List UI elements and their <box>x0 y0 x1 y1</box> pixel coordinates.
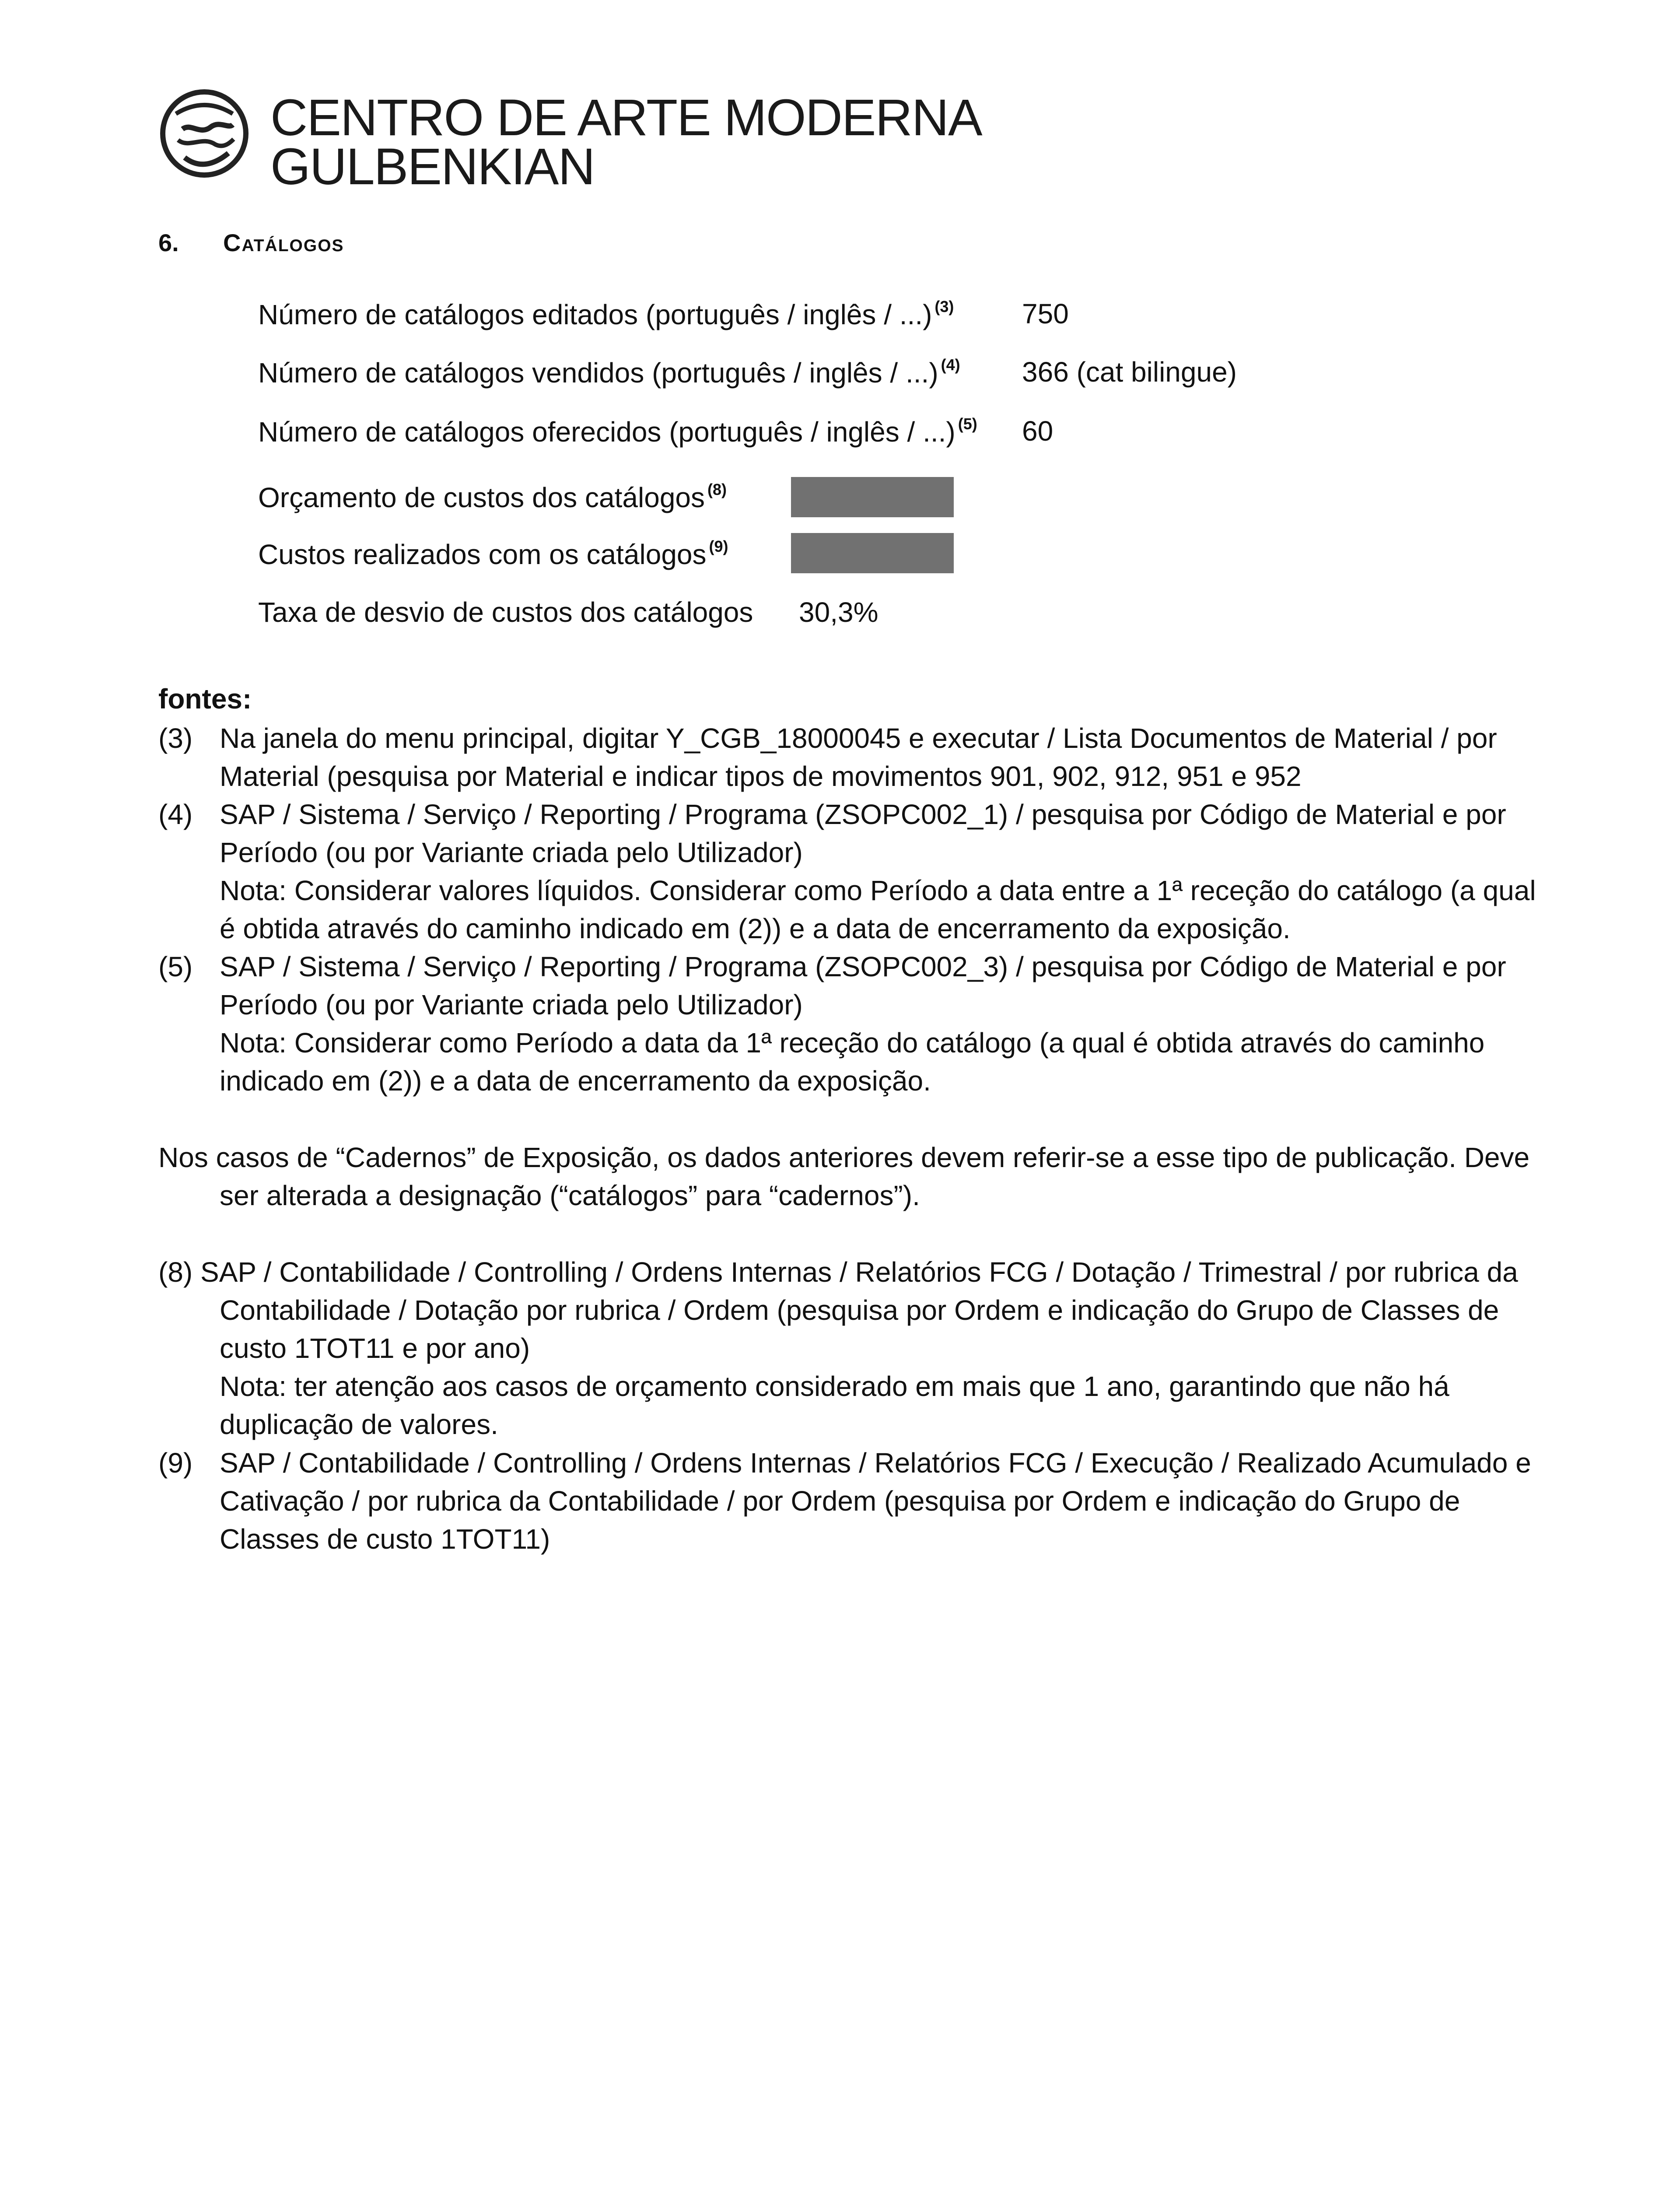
section-title: Catálogos <box>223 229 344 256</box>
note-number: (8) <box>158 1256 193 1288</box>
source-note-8: (8) SAP / Contabilidade / Controlling / Ordens Internas / Relatórios FCG / Dotação / Trimestral / por rubrica da Contabilidade / Dotação por rubrica / Ordem (pesquisa por Ordem e indicação do Grupo de Classes de custo 1TOT11 e por ano) Nota: ter atenção aos casos de orçamento considerado em mais que 1 ano, garantindo que não há duplicação de valores. <box>158 1253 1558 1444</box>
note-text: SAP / Sistema / Serviço / Reporting / Programa (ZSOPC002_3) / pesquisa por Código de Material e por Período (ou por Variante criada pelo Utilizador) <box>220 951 1506 1020</box>
logo-title-line1: CENTRO DE ARTE MODERNA <box>270 89 982 147</box>
cadernos-paragraph: Nos casos de “Cadernos” de Exposição, os dados anteriores devem referir-se a esse tipo de publicação. Deve ser alterada a designação (“catálogos” para “cadernos”). <box>158 1142 1530 1211</box>
note-text: SAP / Contabilidade / Controlling / Ordens Internas / Relatórios FCG / Execução / Realizado Acumulado e Cativação / por rubrica da Contabilidade / por Ordem (pesquisa por Ordem e indicação do Grupo de Classes de custo 1TOT11) <box>220 1447 1531 1555</box>
metric-value-taxa: 30,3% <box>799 596 878 628</box>
metric-label-taxa: Taxa de desvio de custos dos catálogos <box>258 596 753 628</box>
note-number: (9) <box>158 1447 193 1479</box>
note-number: (3) <box>158 722 193 754</box>
redacted-value-orcamento <box>791 477 954 517</box>
section-number: 6. <box>158 229 179 256</box>
logo-title-line2: GULBENKIAN <box>270 138 595 196</box>
metric-label-orcamento: Orçamento de custos dos catálogos $^{(8)}$ <box>258 480 727 513</box>
metric-label-editados: Número de catálogos editados (português / inglês / ...) $^{(3)}$ <box>258 298 954 330</box>
metric-label-vendidos: Número de catálogos vendidos (português / inglês / ...) $^{(4)}$ <box>258 356 960 389</box>
metric-label-oferecidos: Número de catálogos oferecidos (português / inglês / ...) $^{(5)}$ <box>258 415 977 448</box>
gulbenkian-logo-icon <box>158 88 250 179</box>
note-remark: Nota: Considerar como Período a data da 1ª receção do catálogo (a qual é obtida através do caminho indicado em (2)) e a data de encerramento da exposição. <box>220 1027 1485 1097</box>
metric-value-vendidos: 366 (cat bilingue) <box>1022 356 1237 388</box>
metric-label-custos: Custos realizados com os catálogos $^{(9)}$ <box>258 537 728 570</box>
sources-heading: fontes: <box>158 683 252 715</box>
redacted-value-custos <box>791 533 954 573</box>
note-number: (5) <box>158 951 193 982</box>
note-remark: Nota: ter atenção aos casos de orçamento considerado em mais que 1 ano, garantindo que não há duplicação de valores. <box>220 1371 1449 1440</box>
note-remark: Nota: Considerar valores líquidos. Considerar como Período a data entre a 1ª receção do catálogo (a qual é obtida através do caminho indicado em (2)) e a data de encerramento da exposição. <box>220 875 1536 944</box>
note-number: (4) <box>158 799 193 830</box>
note-text: Na janela do menu principal, digitar Y_CGB_18000045 e executar / Lista Documentos de Material / por Material (pesquisa por Material e indicar tipos de movimentos 901, 902, 912, 951 e 952 <box>220 722 1497 792</box>
metric-value-editados: 750 <box>1022 298 1069 330</box>
metric-value-oferecidos: 60 <box>1022 415 1054 447</box>
note-text: SAP / Contabilidade / Controlling / Ordens Internas / Relatórios FCG / Dotação / Trimestral / por rubrica da <box>200 1256 1518 1288</box>
note-text: SAP / Sistema / Serviço / Reporting / Programa (ZSOPC002_1) / pesquisa por Código de Material e por Período (ou por Variante criada pelo Utilizador) <box>220 799 1506 868</box>
